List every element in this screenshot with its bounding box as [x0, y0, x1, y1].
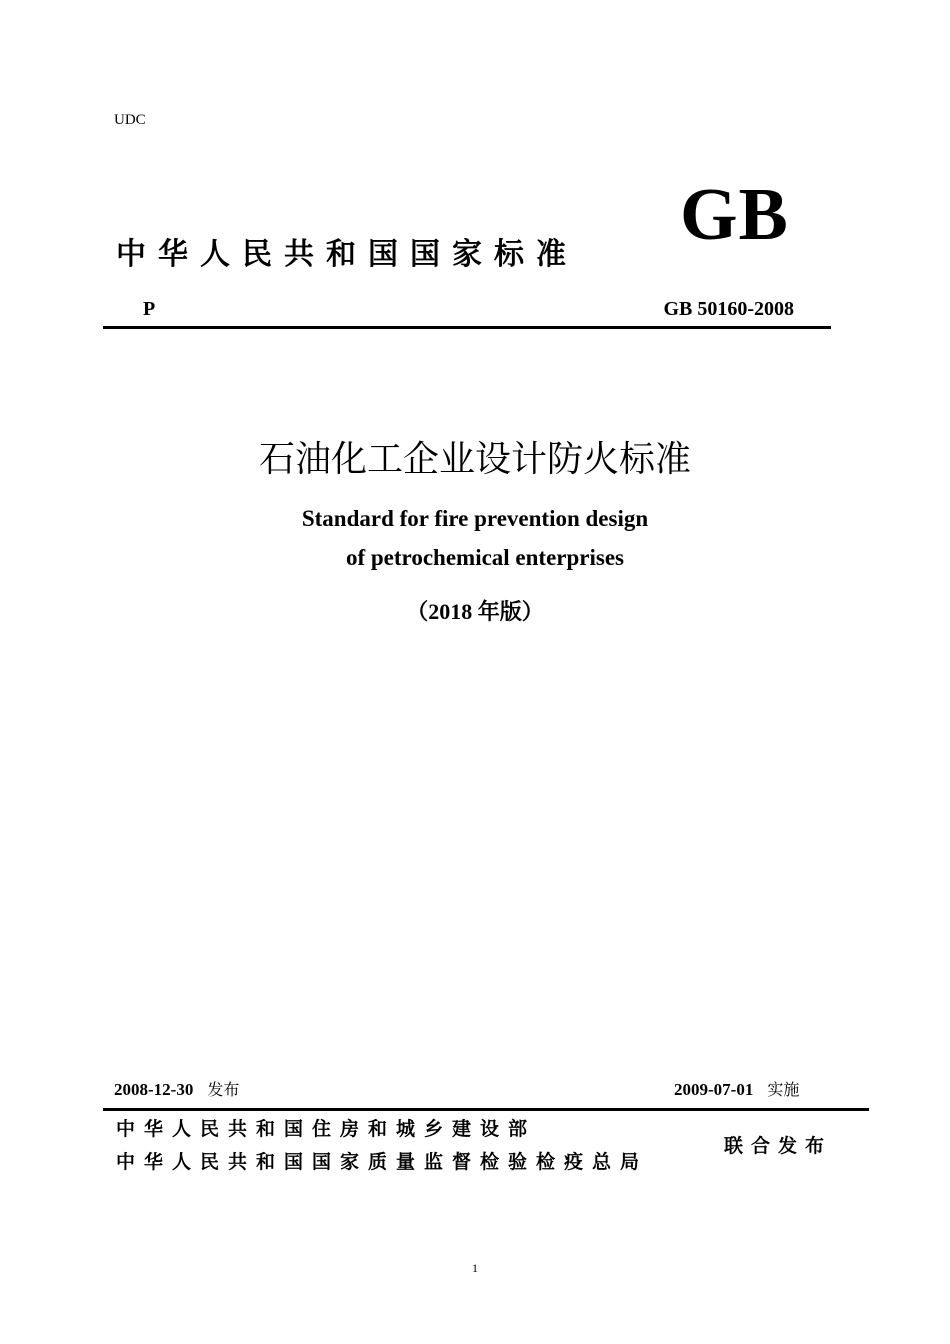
implementation-date: 2009-07-01	[674, 1080, 754, 1099]
joint-release-label: 联合发布	[724, 1135, 833, 1157]
implementation-label: 实施	[767, 1080, 800, 1099]
udc-label: UDC	[114, 112, 146, 128]
national-standard-heading: 中华人民共和国国家标准	[116, 237, 578, 272]
document-title-english-line2: of petrochemical enterprises	[345, 545, 625, 570]
document-title-english-line1: Standard for fire prevention design	[301, 506, 649, 531]
gb-logo: GB	[680, 174, 789, 256]
issuer-ministry-housing: 中华人民共和国住房和城乡建设部	[116, 1118, 537, 1140]
header-divider	[103, 326, 831, 329]
edition-label: （2018 年版）	[406, 599, 544, 624]
footer-divider	[103, 1108, 869, 1111]
issuer-quality-supervision: 中华人民共和国国家质量监督检验检疫总局	[116, 1151, 649, 1173]
document-title-chinese: 石油化工企业设计防火标准	[258, 439, 691, 480]
implementation-date-line	[674, 1077, 799, 1100]
issue-date-line	[114, 1077, 239, 1100]
classification-code: P	[143, 298, 156, 320]
issue-date: 2008-12-30	[114, 1080, 194, 1099]
issue-label: 发布	[207, 1080, 240, 1099]
standard-number: GB 50160-2008	[663, 298, 794, 320]
page-number: 1	[472, 1261, 478, 1275]
